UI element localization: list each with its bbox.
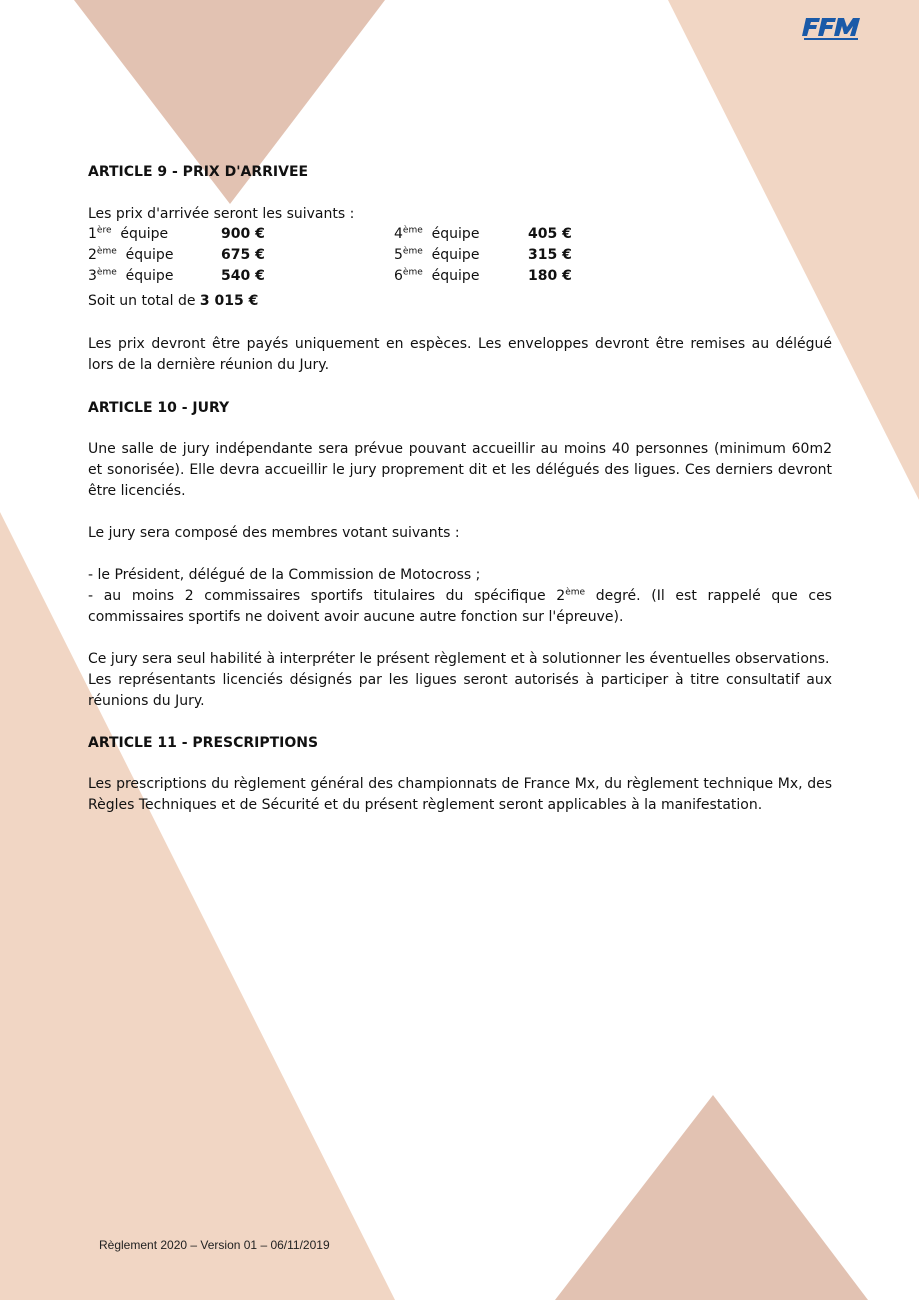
article-10-paragraph-3: Ce jury sera seul habilité à interpréter le présent règlement et à solutionner les éventuelles observations. xyxy=(88,651,830,667)
article-11-heading: ARTICLE 11 - PRESCRIPTIONS xyxy=(88,735,319,751)
prize-total: Soit un total de 3 015 € xyxy=(88,293,259,309)
prize-table xyxy=(88,224,688,287)
prize-row xyxy=(88,224,688,245)
bottom-left-triangle xyxy=(0,512,395,1300)
article-10-paragraph-4: Les représentants licenciés désignés par les ligues seront autorisés à participer à titre consultatif aux réunions du Jury. xyxy=(88,672,832,709)
article-9-intro: Les prix d'arrivée seront les suivants : xyxy=(88,206,355,222)
prize-amount: 540 € xyxy=(221,268,265,284)
prize-amount: 900 € xyxy=(221,226,265,242)
article-9-heading: ARTICLE 9 - PRIX D'ARRIVEE xyxy=(88,164,309,180)
bottom-right-triangle xyxy=(555,1095,868,1300)
prize-rank: 4ème équipe xyxy=(394,225,480,242)
prize-rank: 2ème équipe xyxy=(88,246,174,263)
prize-amount: 405 € xyxy=(528,226,572,242)
prize-rank: 6ème équipe xyxy=(394,267,480,284)
article-10-paragraph-1: Une salle de jury indépendante sera prévue pouvant accueillir au moins 40 personnes (minimum 60m2 et sonorisée). Elle devra accueillir le jury proprement dit et les délégués des ligues. Ces derniers devront être licenciés. xyxy=(88,441,832,499)
top-right-triangle xyxy=(668,0,919,500)
prize-amount: 675 € xyxy=(221,247,265,263)
prize-row xyxy=(88,266,688,287)
prize-amount: 180 € xyxy=(528,268,572,284)
page-footer: Règlement 2020 – Version 01 – 06/11/2019 xyxy=(99,1238,330,1252)
jury-member-item: - le Président, délégué de la Commission de Motocross ; xyxy=(88,567,481,583)
prize-amount: 315 € xyxy=(528,247,572,263)
article-9-payment: Les prix devront être payés uniquement en espèces. Les enveloppes devront être remises au délégué lors de la dernière réunion du Jury. xyxy=(88,336,832,373)
article-10-heading: ARTICLE 10 - JURY xyxy=(88,400,230,416)
prize-rank: 3ème équipe xyxy=(88,267,174,284)
ffm-logo-icon xyxy=(800,14,864,44)
prize-rank: 1ère équipe xyxy=(88,225,169,242)
article-11-paragraph: Les prescriptions du règlement général des championnats de France Mx, du règlement technique Mx, des Règles Techniques et de Sécurité et du présent règlement seront applicables à la manifestation. xyxy=(88,776,832,813)
prize-rank: 5ème équipe xyxy=(394,246,480,263)
article-10-paragraph-2: Le jury sera composé des membres votant suivants : xyxy=(88,525,460,541)
jury-member-item: - au moins 2 commissaires sportifs titulaires du spécifique 2ème degré. (Il est rappelé que ces commissaires sportifs ne doivent avoir aucune autre fonction sur l'épreuve). xyxy=(88,587,832,625)
prize-row xyxy=(88,245,688,266)
